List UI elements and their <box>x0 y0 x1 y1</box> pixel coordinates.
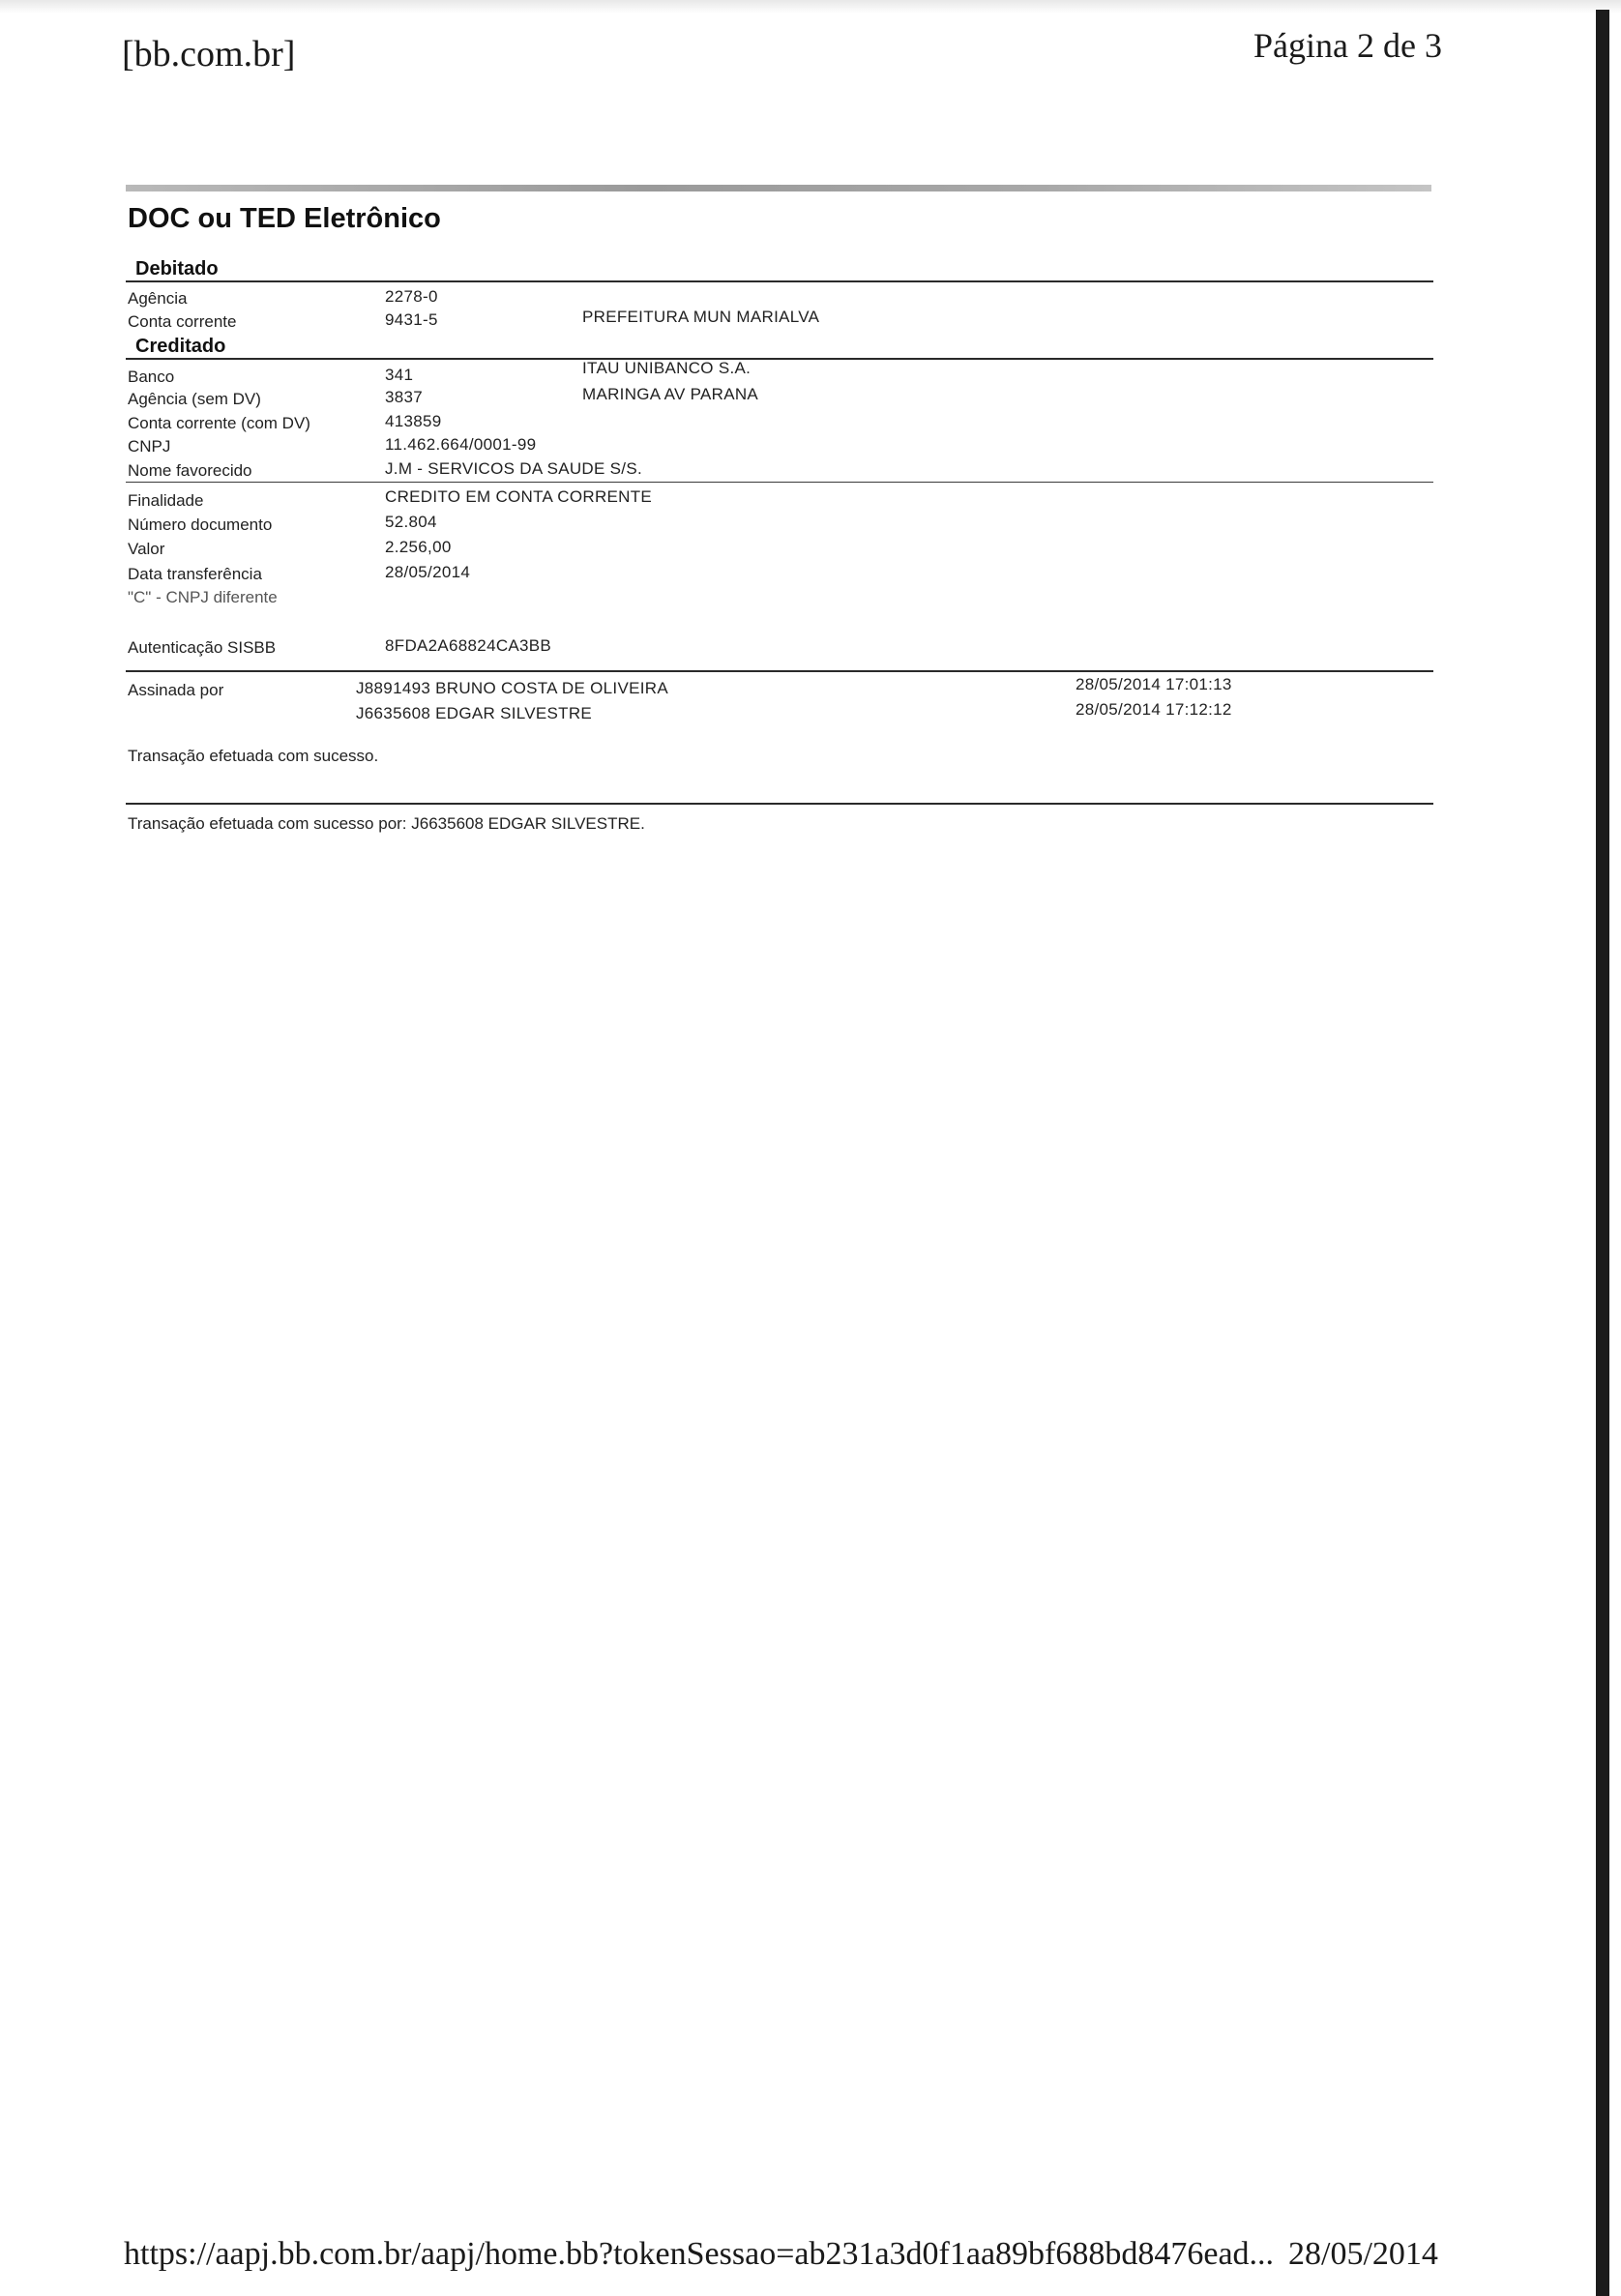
print-header-site: [bb.com.br] <box>122 34 296 74</box>
conta-com-dv-label: Conta corrente (com DV) <box>128 414 310 432</box>
data-transferencia-value: 28/05/2014 <box>385 563 471 581</box>
conta-value: 9431-5 <box>385 310 438 329</box>
banco-label: Banco <box>128 368 175 386</box>
title-bar <box>126 185 1431 191</box>
conta-com-dv-value: 413859 <box>385 412 442 430</box>
valor-value: 2.256,00 <box>385 538 452 556</box>
agencia-label: Agência <box>128 289 188 308</box>
autenticacao-label: Autenticação SISBB <box>128 638 277 657</box>
conta-label: Conta corrente <box>128 312 237 331</box>
banco-value: 341 <box>385 366 414 384</box>
finalidade-label: Finalidade <box>128 491 204 510</box>
finalidade-value: CREDITO EM CONTA CORRENTE <box>385 487 653 506</box>
cnpj-value: 11.462.664/0001-99 <box>385 435 537 454</box>
signer-datetime: 28/05/2014 17:01:13 <box>1076 675 1232 693</box>
signer-name: J8891493 BRUNO COSTA DE OLIVEIRA <box>356 679 668 697</box>
data-transferencia-label: Data transferência <box>128 565 262 583</box>
section-debitado: Debitado <box>135 258 219 280</box>
signer-datetime: 28/05/2014 17:12:12 <box>1076 700 1232 719</box>
section-creditado: Creditado <box>135 336 226 357</box>
agencia-sem-dv-label: Agência (sem DV) <box>128 390 261 408</box>
divider <box>126 482 1433 483</box>
print-header-page: Página 2 de 3 <box>1253 26 1442 65</box>
agencia-nome: MARINGA AV PARANA <box>582 385 759 403</box>
favorecido-label: Nome favorecido <box>128 461 252 480</box>
print-footer-url: https://aapj.bb.com.br/aapj/home.bb?tokenSessao=ab231a3d0f1aa89bf688bd8476ead... <box>124 2236 1275 2272</box>
assinada-por-label: Assinada por <box>128 681 224 699</box>
document-title: DOC ou TED Eletrônico <box>128 203 441 234</box>
agencia-sem-dv-value: 3837 <box>385 388 424 406</box>
divider <box>126 358 1433 360</box>
numero-documento-label: Número documento <box>128 515 273 534</box>
autenticacao-value: 8FDA2A68824CA3BB <box>385 636 552 655</box>
favorecido-value: J.M - SERVICOS DA SAUDE S/S. <box>385 459 642 478</box>
print-footer-date: 28/05/2014 <box>1288 2236 1438 2272</box>
valor-label: Valor <box>128 540 165 558</box>
agencia-value: 2278-0 <box>385 287 438 306</box>
numero-documento-value: 52.804 <box>385 513 437 531</box>
banco-nome: ITAU UNIBANCO S.A. <box>582 359 752 377</box>
cnpj-note: "C" - CNPJ diferente <box>128 588 278 606</box>
signer-name: J6635608 EDGAR SILVESTRE <box>356 704 593 722</box>
divider <box>126 670 1433 672</box>
cnpj-label: CNPJ <box>128 437 171 456</box>
conta-nome: PREFEITURA MUN MARIALVA <box>582 308 820 326</box>
divider <box>126 280 1433 282</box>
status-message: Transação efetuada com sucesso. <box>128 747 379 765</box>
divider <box>126 803 1433 805</box>
scan-edge-top <box>0 0 1621 14</box>
status-final-message: Transação efetuada com sucesso por: J6635608 EDGAR SILVESTRE. <box>128 814 645 833</box>
scan-edge-right <box>1596 10 1609 2296</box>
